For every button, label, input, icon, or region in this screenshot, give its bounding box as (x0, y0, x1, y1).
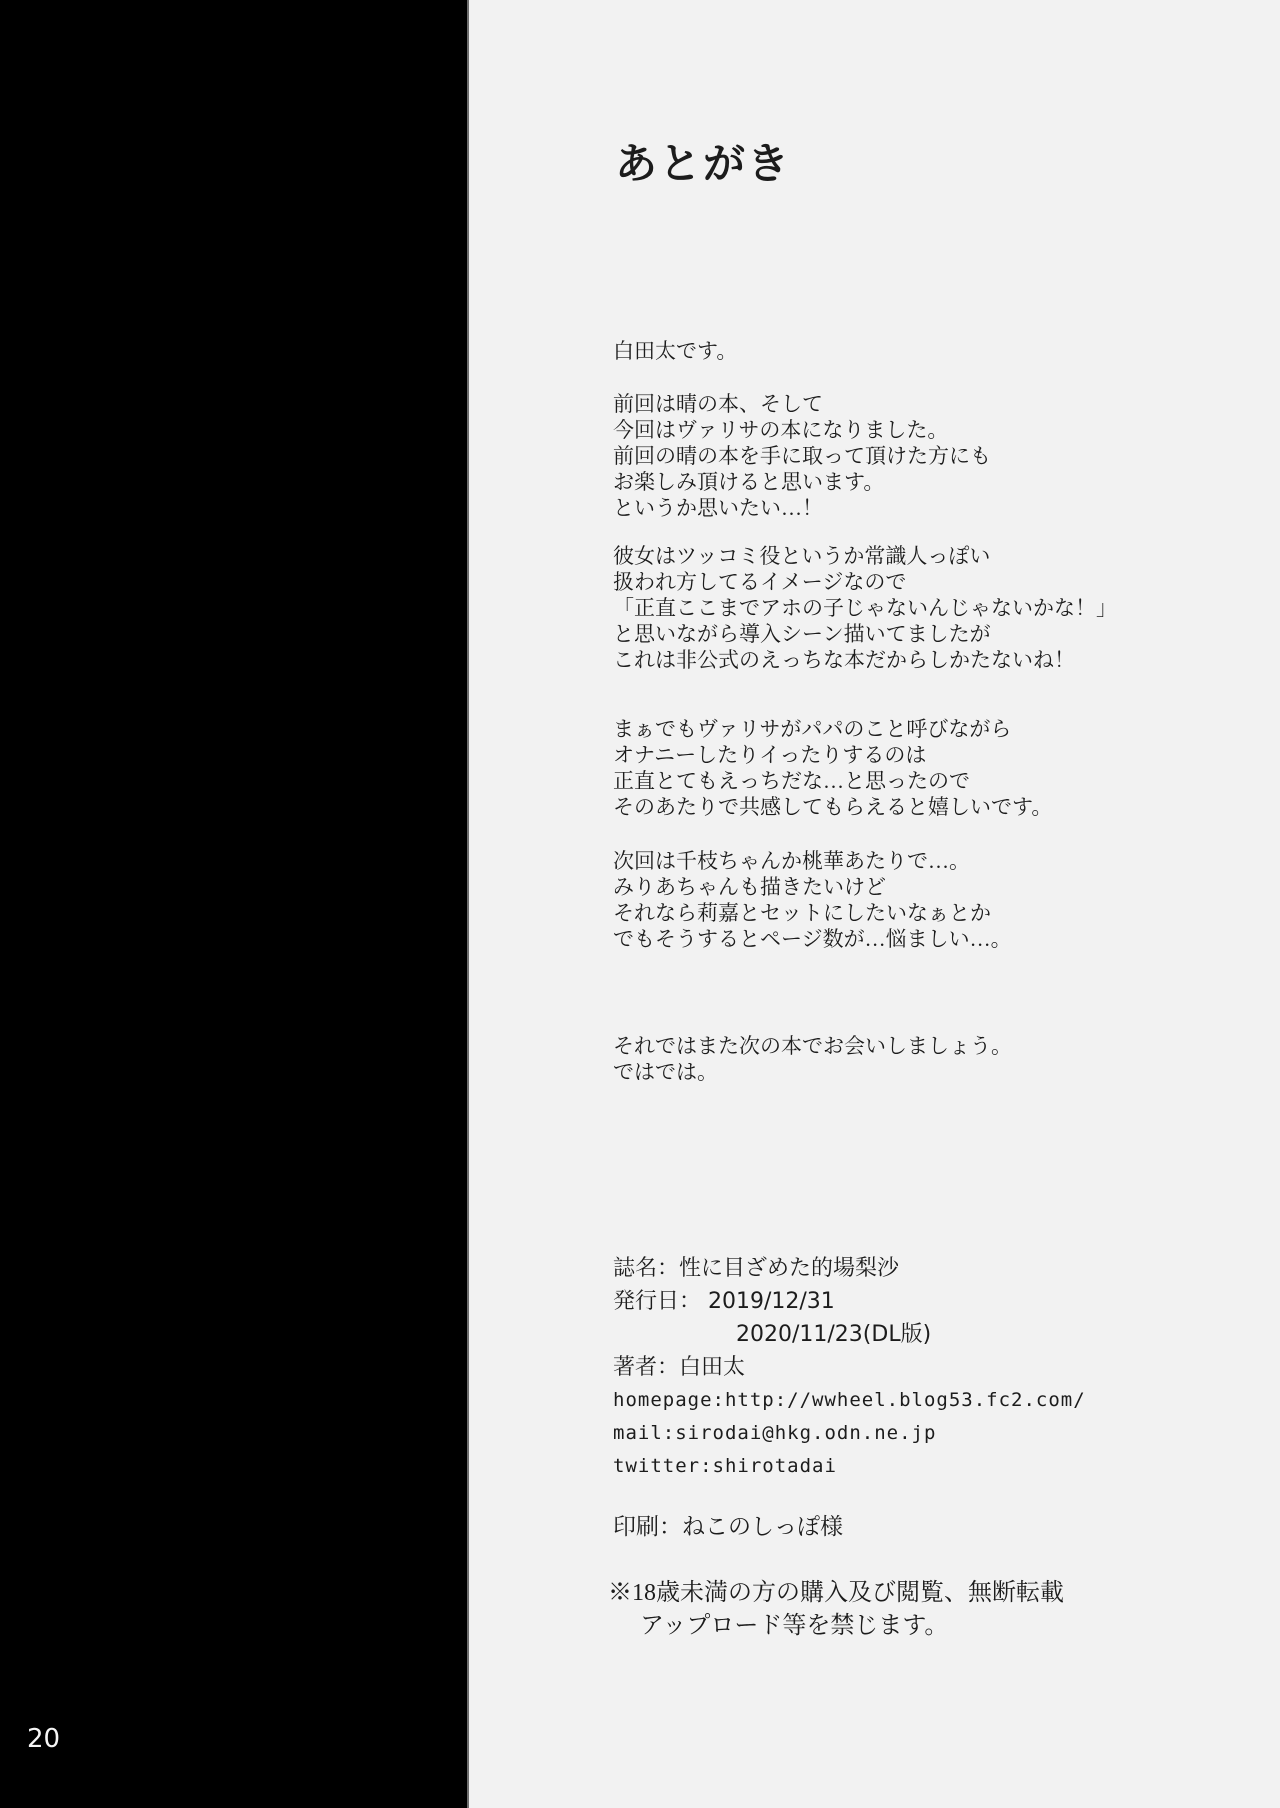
afterword-paragraph (613, 338, 737, 364)
colophon-twitter: twitter:shirotadai (613, 1455, 837, 1477)
afterword-line: まぁでもヴァリサがパパのこと呼びながら (613, 717, 1012, 741)
afterword-line: そのあたりで共感してもらえると嬉しいです。 (613, 795, 1053, 819)
colophon-publish-date-dl: 2020/11/23(DL版) (736, 1322, 932, 1347)
afterword-paragraph (613, 543, 1117, 673)
afterword-line: これは非公式のえっちな本だからしかたないね！ (613, 648, 1075, 672)
afterword-line: でもそうするとページ数が…悩ましい…。 (613, 927, 1012, 951)
afterword-line: と思いながら導入シーン描いてましたが (613, 622, 991, 646)
afterword-line: それなら莉嘉とセットにしたいなぁとか (613, 901, 991, 925)
colophon-mail: mail:sirodai@hkg.odn.ne.jp (613, 1422, 937, 1444)
afterword-line: 正直とてもえっちだな…と思ったので (613, 769, 970, 793)
afterword-line: 次回は千枝ちゃんか桃華あたりで…。 (613, 849, 970, 873)
afterword-line: オナニーしたりイったりするのは (613, 743, 927, 767)
left-black-panel (0, 0, 467, 1808)
page-number: 20 (27, 1724, 61, 1754)
notice-line: ※18歳未満の方の購入及び閲覧、無断転載 (608, 1580, 1064, 1606)
afterword-line: 白田太です。 (613, 339, 738, 363)
afterword-line: みりあちゃんも描きたいけど (613, 875, 886, 899)
afterword-line: それではまた次の本でお会いしましょう。 (613, 1034, 1012, 1058)
afterword-line: 前回の晴の本を手に取って頂けた方にも (613, 444, 991, 468)
colophon-series-title: 誌名：性に目ざめた的場梨沙 (613, 1256, 900, 1281)
page-title: あとがき (615, 139, 792, 188)
afterword-line: 前回は晴の本、そして (613, 392, 823, 416)
colophon-printer: 印刷：ねこのしっぽ様 (613, 1514, 843, 1539)
afterword-paragraph (613, 1033, 1012, 1085)
afterword-paragraph (613, 391, 991, 521)
afterword-line: 今回はヴァリサの本になりました。 (613, 418, 949, 442)
colophon-block (613, 1252, 1086, 1483)
age-restriction-notice (608, 1577, 1064, 1643)
afterword-line: というか思いたい…！ (613, 496, 823, 520)
afterword-paragraph (613, 848, 1012, 952)
afterword-line: 彼女はツッコミ役というか常識人っぽい (613, 544, 991, 568)
afterword-line: 扱われ方してるイメージなので (613, 570, 907, 594)
notice-line: アップロード等を禁じます。 (640, 1613, 949, 1639)
afterword-line: お楽しみ頂けると思います。 (613, 470, 885, 494)
colophon-author: 著者：白田太 (613, 1355, 746, 1380)
afterword-line: 「正直ここまでアホの子じゃないんじゃないかな！」 (613, 596, 1117, 620)
afterword-line: ではでは。 (613, 1060, 718, 1084)
colophon-homepage: homepage:http://wwheel.blog53.fc2.com/ (613, 1389, 1086, 1411)
colophon-publish-date: 発行日： 2019/12/31 (613, 1289, 835, 1314)
afterword-paragraph (613, 716, 1052, 820)
panel-divider-line (467, 0, 469, 1808)
